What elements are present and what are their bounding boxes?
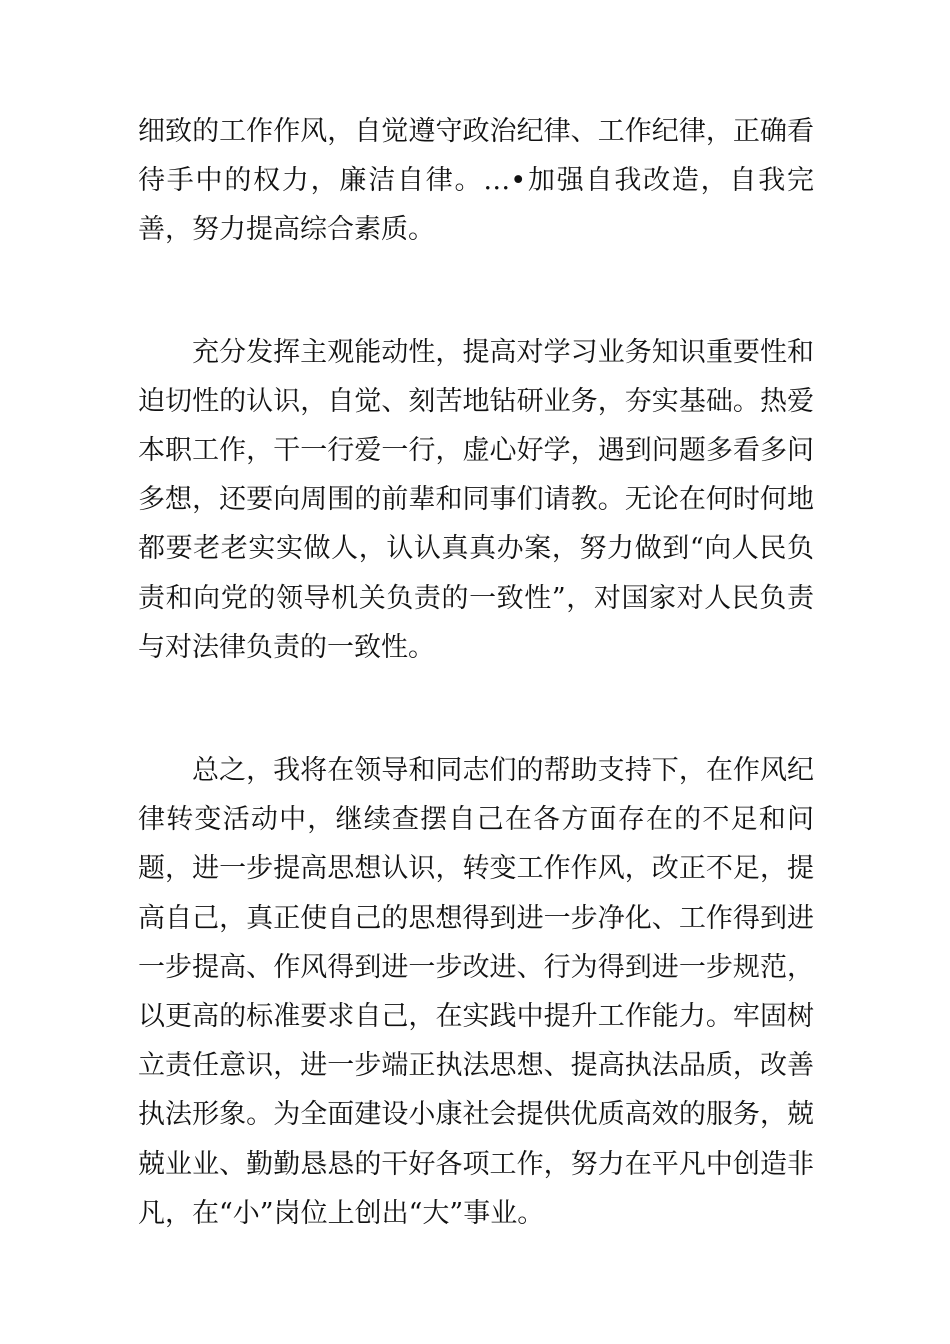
paragraph-summary: 总之，我将在领导和同志们的帮助支持下，在作风纪律转变活动中，继续查摆自己在各方面存在的不足和问题，进一步提高思想认识，转变工作作风，改正不足，提高自己，真正使自己的思想得到进一步净化、工作得到进一步提高、作风得到进一步改进、行为得到进一步规范，以更高的标准要求自己，在实践中提升工作能力。牢固树立责任意识，进一步端正执法思想、提高执法品质，改善执法形象。为全面建设小康社会提供优质高效的服务，兢兢业业、勤勤恳恳的干好各项工作，努力在平凡中创造非凡，在“小”岗位上创出“大”事业。 bbox=[138, 755, 814, 1229]
paragraph-study: 充分发挥主观能动性，提高对学习业务知识重要性和迫切性的认识，自觉、刻苦地钻研业务，夯实基础。热爱本职工作，干一行爱一行，虚心好学，遇到问题多看多问多想，还要向周围的前辈和同事们请教。无论在何时何地都要老老实实做人，认认真真办案，努力做到“向人民负责和向党的领导机关负责的一致性”，对国家对人民负责与对法律负责的一致性。 bbox=[138, 336, 814, 663]
paragraph-continuation: 细致的工作作风，自觉遵守政治纪律、工作纪律，正确看待手中的权力，廉洁自律。…•加强自我改造，自我完善，努力提高综合素质。 bbox=[138, 116, 814, 246]
document-body bbox=[138, 107, 814, 1238]
